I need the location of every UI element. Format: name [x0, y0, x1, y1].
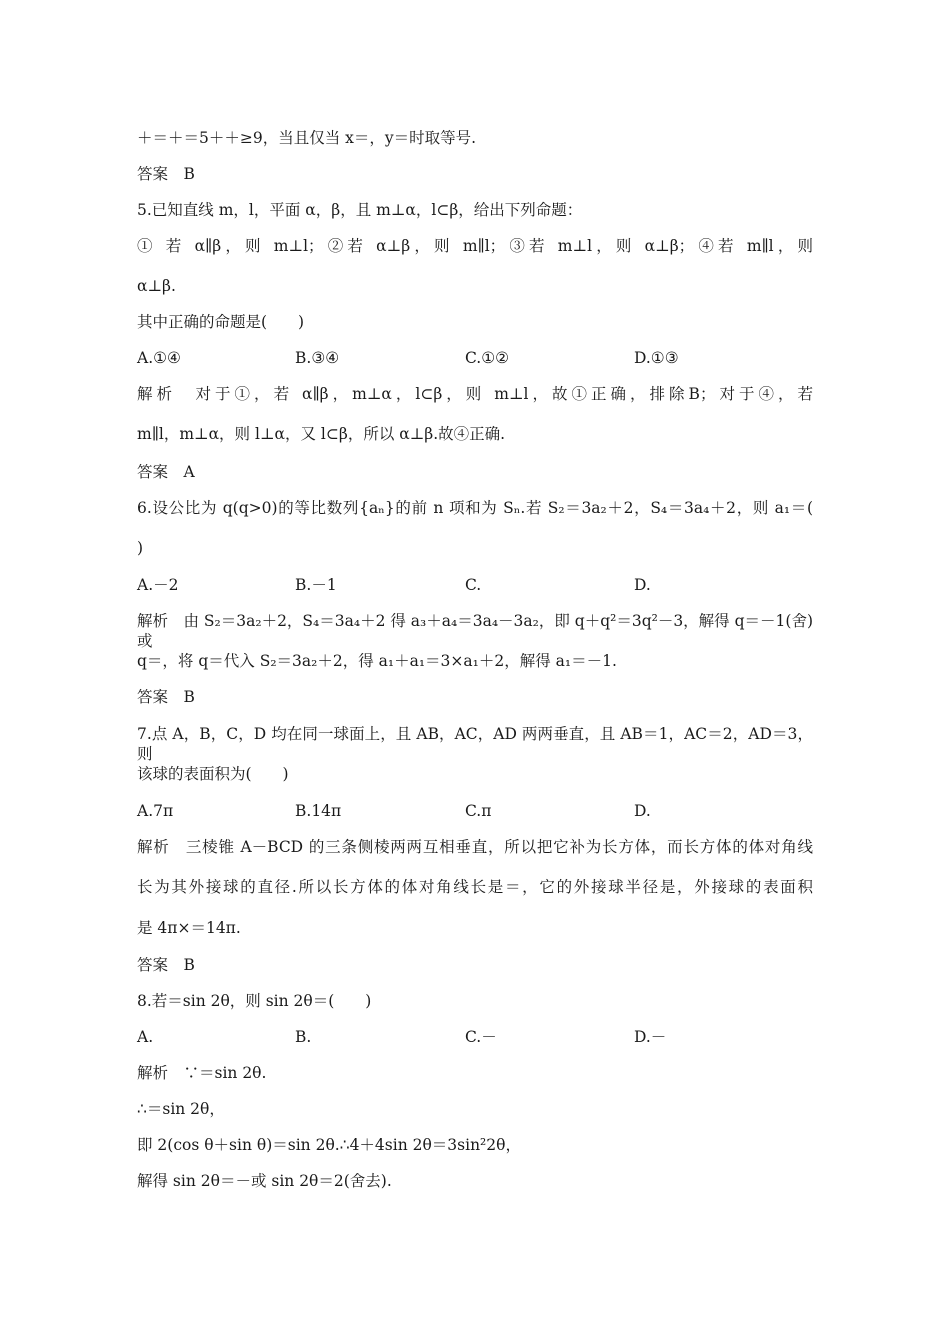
answer-line: 答案 A — [137, 463, 195, 481]
question-7-cont: 该球的表面积为( ) — [137, 765, 289, 783]
option-a: A.7π — [137, 802, 174, 820]
solution-5-line-2: m∥l，m⊥α，则 l⊥α，又 l⊂β，所以 α⊥β.故④正确. — [137, 425, 506, 443]
option-a: A.－2 — [137, 576, 179, 594]
question-5: 5.已知直线 m，l，平面 α，β，且 m⊥α，l⊂β，给出下列命题： — [137, 201, 583, 219]
option-c: C.－ — [465, 1028, 497, 1046]
option-c: C.①② — [465, 349, 510, 367]
answer-line: 答案 B — [137, 688, 195, 706]
option-d: D.①③ — [634, 349, 679, 367]
solution-6-line-1: 解析 由 S₂＝3a₂＋2，S₄＝3a₄＋2 得 a₃＋a₄＝3a₄－3a₂，即 q＋q²＝3q²－3，解得 q＝－1(舍)或 — [137, 612, 813, 650]
solution-8-line-1: 解析 ∵＝sin 2θ. — [137, 1064, 267, 1082]
solution-7-line-3: 是 4π×＝14π. — [137, 919, 241, 937]
option-a: A.①④ — [137, 349, 181, 367]
question-6: 6.设公比为 q(q>0)的等比数列{aₙ}的前 n 项和为 Sₙ.若 S₂＝3a₂＋2，S₄＝3a₄＋2，则 a₁＝( — [137, 499, 813, 517]
question-5-items: ① 若 α∥β，则 m⊥l；②若 α⊥β，则 m∥l；③若 m⊥l，则 α⊥β；④若 m∥l，则 — [137, 237, 813, 255]
solution-7-line-1: 解析 三棱锥 A－BCD 的三条侧棱两两互相垂直，所以把它补为长方体，而长方体的体对角线 — [137, 838, 813, 856]
solution-5-line-1: 解析 对于①，若 α∥β，m⊥α，l⊂β，则 m⊥l，故①正确，排除B；对于④，若 — [137, 385, 813, 403]
solution-8-line-4: 解得 sin 2θ＝－或 sin 2θ＝2(舍去). — [137, 1172, 392, 1190]
solution-8-line-3: 即 2(cos θ＋sin θ)＝sin 2θ.∴4＋4sin 2θ＝3sin²2θ， — [137, 1136, 521, 1154]
option-b: B.③④ — [295, 349, 340, 367]
question-5-items-cont: α⊥β. — [137, 277, 176, 295]
question-8: 8.若＝sin 2θ，则 sin 2θ＝( ) — [137, 992, 372, 1010]
question-7: 7.点 A，B，C，D 均在同一球面上，且 AB，AC，AD 两两垂直，且 AB＝1，AC＝2，AD＝3，则 — [137, 725, 813, 763]
option-c: C.π — [465, 802, 492, 820]
solution-7-line-2: 长为其外接球的直径.所以长方体的体对角线长是＝，它的外接球半径是，外接球的表面积 — [137, 878, 813, 896]
solution-8-line-2: ∴＝sin 2θ， — [137, 1100, 225, 1118]
option-a: A. — [137, 1028, 154, 1046]
option-b: B.14π — [295, 802, 342, 820]
answer-line: 答案 B — [137, 165, 195, 183]
option-b: B.－1 — [295, 576, 337, 594]
question-6-cont: ) — [137, 539, 144, 557]
option-b: B. — [295, 1028, 312, 1046]
question-5-ask: 其中正确的命题是( ) — [137, 313, 305, 331]
option-c: C. — [465, 576, 482, 594]
answer-line: 答案 B — [137, 956, 195, 974]
solution-6-line-2: q＝，将 q＝代入 S₂＝3a₂＋2，得 a₁＋a₁＝3×a₁＋2，解得 a₁＝－1. — [137, 652, 617, 670]
option-d: D.－ — [634, 1028, 667, 1046]
text-line: ＋＝＋＝5＋＋≥9，当且仅当 x＝，y＝时取等号. — [137, 129, 477, 147]
option-d: D. — [634, 576, 651, 594]
option-d: D. — [634, 802, 651, 820]
